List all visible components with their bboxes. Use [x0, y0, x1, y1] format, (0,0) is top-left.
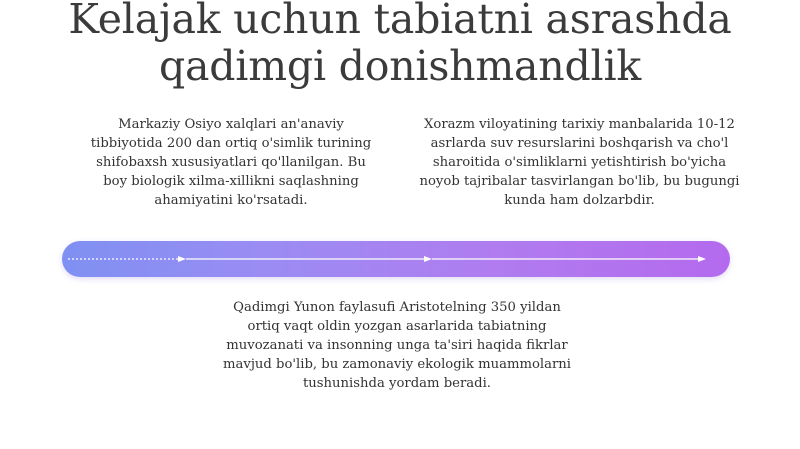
section-right-text: Xorazm viloyatining tarixiy manbalarida 10-12 asrlarda suv resurslarini boshqarish va cho'l sharoitida o'simliklarni yetishtirish bo'yicha noyob tajribalar tasvirlangan bo'lib, bu bugungi kunda ham dolzarbdir.: [419, 117, 740, 208]
section-left-text: Markaziy Osiyo xalqlari an'anaviy tibbiyotida 200 dan ortiq o'simlik turining shifobaxsh xususiyatlari qo'llanilgan. Bu boy biologik xilma-xillikni saqlashning ahamiyatini ko'rsatadi.: [90, 117, 372, 208]
section-bottom-text: Qadimgi Yunon faylasufi Aristotelning 350 yildan ortiq vaqt oldin yozgan asarlarida tabiatning muvozanati va insonning unga ta'siri haqida fikrlar mavjud bo'lib, bu zamonaviy ekologik muammolarni tushunishda yordam beradi.: [223, 300, 571, 391]
page-title: Kelajak uchun tabiatni asrashda qadimgi donishmandlik: [68, 0, 732, 90]
arrow-right-icon: [424, 256, 432, 262]
timeline-arrows: [62, 241, 730, 277]
arrow-right-icon: [178, 256, 186, 262]
arrow-right-icon: [698, 256, 706, 262]
timeline-bar: [62, 241, 730, 277]
